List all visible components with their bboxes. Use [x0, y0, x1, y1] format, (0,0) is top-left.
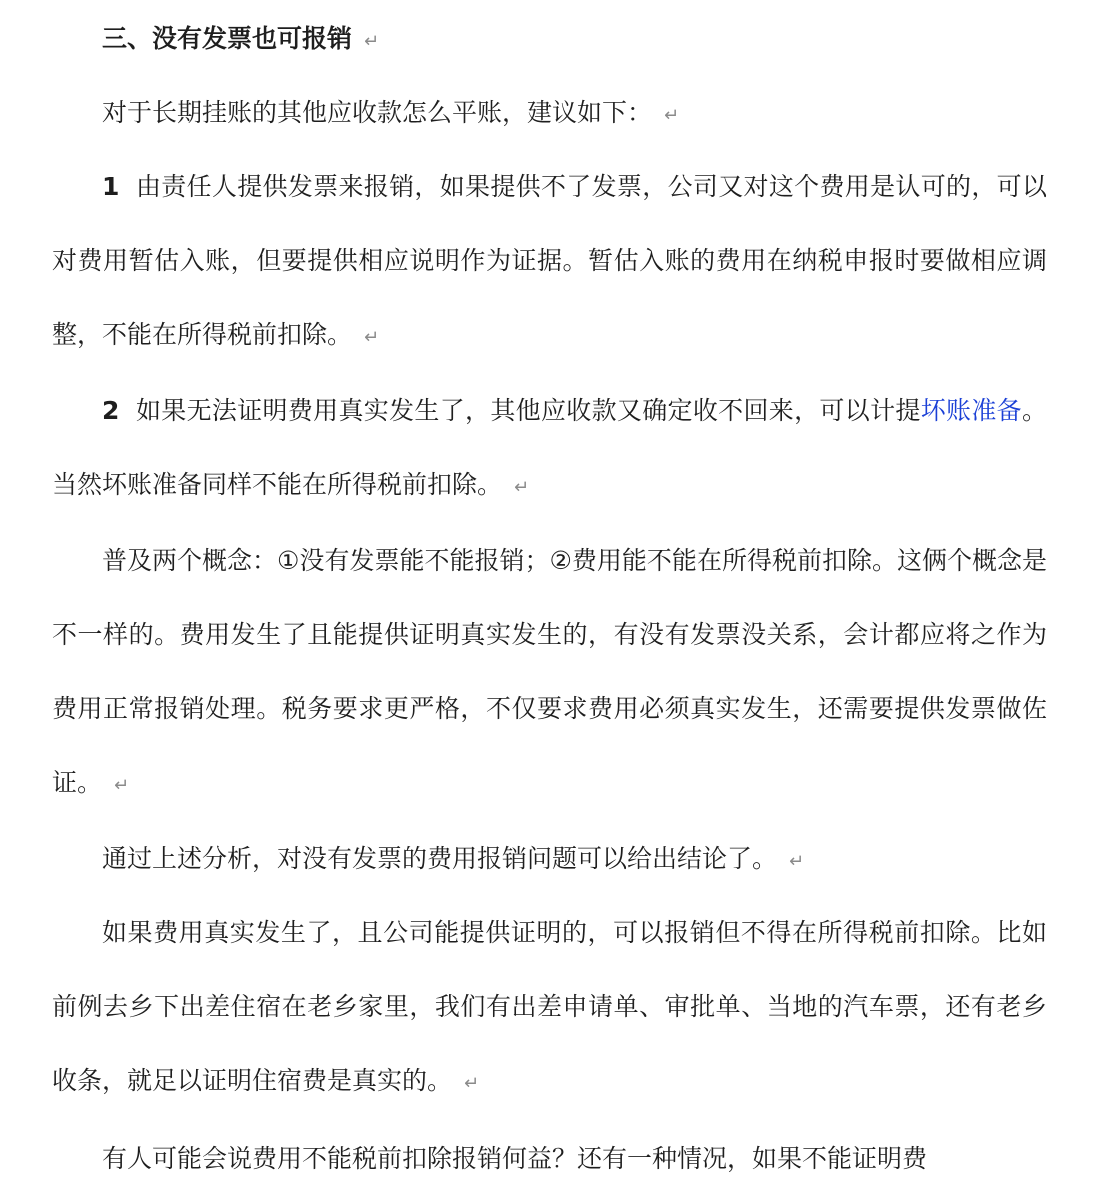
paragraph-conclusion: [52, 896, 1047, 1121]
paragraph-mark-icon: ↵: [664, 105, 680, 126]
analysis-text: 通过上述分析，对没有发票的费用报销问题可以给出结论了。: [102, 844, 778, 873]
section-heading: [52, 2, 1047, 79]
paragraph-item-2: [52, 374, 1047, 525]
paragraph-mark-icon: ↵: [514, 477, 530, 498]
question-text: 有人可能会说费用不能税前扣除报销何益？还有一种情况，如果不能证明费: [102, 1144, 928, 1173]
paragraph-mark-icon: ↵: [364, 327, 380, 348]
item-number: 2: [102, 396, 120, 425]
paragraph-mark-icon: ↵: [464, 1073, 480, 1094]
item-text: 由责任人提供发票来报销，如果提供不了发票，公司又对这个费用是认可的，可以对费用暂估入账，但要提供相应说明作为证据。暂估入账的费用在纳税申报时要做相应调整，不能在所得税前扣除。: [52, 172, 1047, 349]
item-text-after-link: 。当然坏账准备同样不能在所得税前扣除。: [52, 396, 1047, 499]
concepts-text: 普及两个概念：①没有发票能不能报销；②费用能不能在所得税前扣除。这俩个概念是不一样的。费用发生了且能提供证明真实发生的，有没有发票没关系，会计都应将之作为费用正常报销处理。税务要求更严格，不仅要求费用必须真实发生，还需要提供发票做佐证。: [52, 546, 1047, 797]
paragraph-mark-icon: ↵: [114, 775, 130, 796]
paragraph-mark-icon: ↵: [789, 851, 805, 872]
intro-text: 对于长期挂账的其他应收款怎么平账，建议如下：: [102, 98, 653, 127]
paragraph-analysis: [52, 822, 1047, 899]
paragraph-concepts: [52, 524, 1047, 823]
paragraph-question: [52, 1122, 1047, 1196]
item-text-before-link: 如果无法证明费用真实发生了，其他应收款又确定收不回来，可以计提: [135, 396, 921, 425]
heading-text: 三、没有发票也可报销: [102, 24, 353, 53]
paragraph-mark-icon: ↵: [364, 31, 380, 52]
paragraph-intro: [52, 76, 1047, 153]
bad-debt-link[interactable]: 坏账准备: [920, 396, 1022, 425]
conclusion-text: 如果费用真实发生了，且公司能提供证明的，可以报销但不得在所得税前扣除。比如前例去乡下出差住宿在老乡家里，我们有出差申请单、审批单、当地的汽车票，还有老乡收条，就足以证明住宿费是真实的。: [52, 918, 1047, 1095]
item-number: 1: [102, 172, 120, 201]
paragraph-item-1: [52, 150, 1047, 375]
